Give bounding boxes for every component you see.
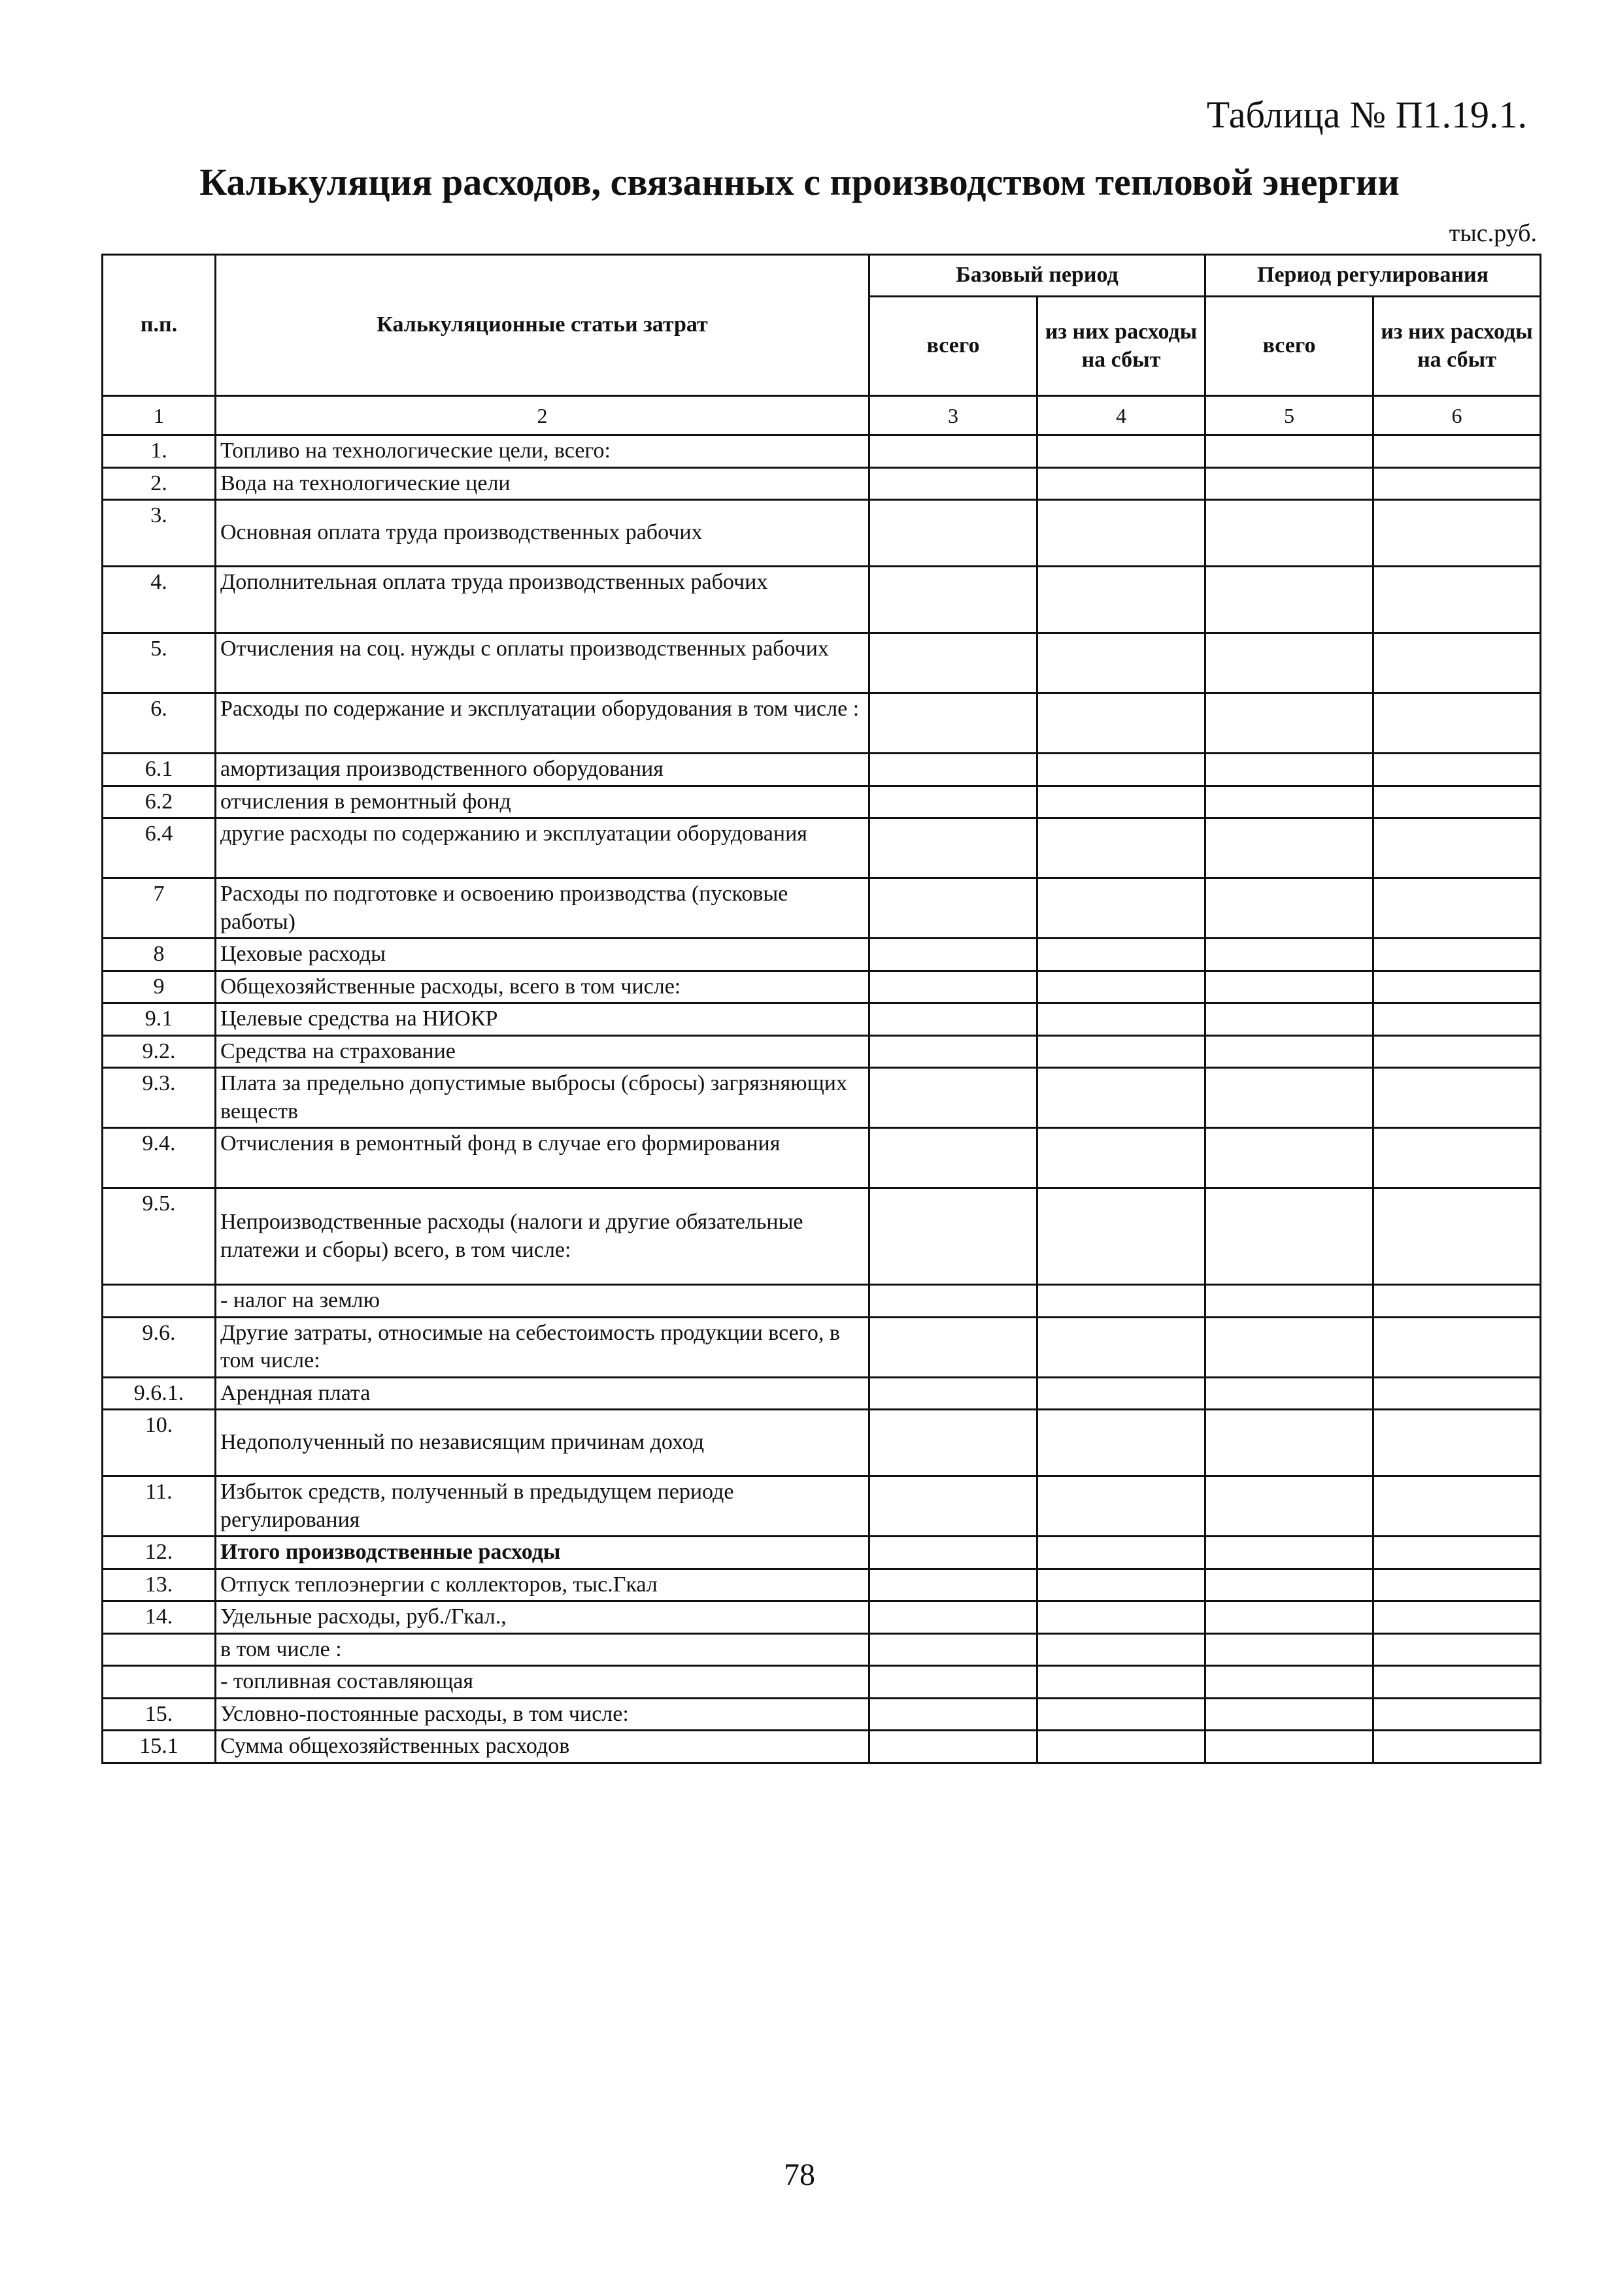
cost-item-name: Недополученный по независящим причинам доход: [216, 1410, 869, 1476]
base-total-cell: [869, 971, 1037, 1003]
row-number: 1.: [103, 435, 216, 468]
row-number: 9.5.: [103, 1188, 216, 1285]
row-number: 14.: [103, 1601, 216, 1634]
base-total-cell: [869, 878, 1037, 939]
table-row: [103, 1068, 1541, 1128]
cost-item-name: Сумма общехозяйственных расходов: [216, 1731, 869, 1763]
column-index: 5: [1205, 396, 1373, 435]
reg-sales-cell: [1373, 633, 1541, 693]
cost-item-name: Удельные расходы, руб./Гкал.,: [216, 1601, 869, 1634]
reg-total-cell: [1205, 1731, 1373, 1763]
table-row: [103, 1410, 1541, 1476]
base-sales-cell: [1037, 1188, 1205, 1285]
row-number: 9.4.: [103, 1128, 216, 1188]
base-sales-cell: [1037, 878, 1205, 939]
table-row: [103, 500, 1541, 567]
row-number: 15.: [103, 1698, 216, 1731]
reg-total-cell: [1205, 1188, 1373, 1285]
reg-sales-cell: [1373, 1537, 1541, 1569]
base-total-cell: [869, 693, 1037, 754]
reg-sales-cell: [1373, 1698, 1541, 1731]
cost-item-name: Итого производственные расходы: [216, 1537, 869, 1569]
row-number: 8: [103, 939, 216, 971]
header-regulation-period: Период регулирования: [1205, 255, 1541, 297]
reg-sales-cell: [1373, 567, 1541, 633]
table-row: [103, 1601, 1541, 1634]
base-total-cell: [869, 754, 1037, 786]
table-row: [103, 754, 1541, 786]
header-reg-total: всего: [1205, 297, 1373, 396]
table-row: [103, 1731, 1541, 1763]
reg-sales-cell: [1373, 1569, 1541, 1601]
row-number: 6.2: [103, 786, 216, 818]
table-row: [103, 633, 1541, 693]
base-total-cell: [869, 467, 1037, 500]
base-total-cell: [869, 1317, 1037, 1377]
row-number: 6.4: [103, 818, 216, 878]
table-row: [103, 567, 1541, 633]
base-sales-cell: [1037, 1003, 1205, 1036]
base-sales-cell: [1037, 1731, 1205, 1763]
row-number: 11.: [103, 1476, 216, 1537]
row-number: 9.6.: [103, 1317, 216, 1377]
row-number: 7: [103, 878, 216, 939]
row-number: 12.: [103, 1537, 216, 1569]
table-row: [103, 1188, 1541, 1285]
reg-total-cell: [1205, 1569, 1373, 1601]
reg-total-cell: [1205, 1068, 1373, 1128]
row-number: 9.1: [103, 1003, 216, 1036]
base-total-cell: [869, 1537, 1037, 1569]
base-sales-cell: [1037, 1537, 1205, 1569]
header-reg-sales: из них расходы на сбыт: [1373, 297, 1541, 396]
row-number: 10.: [103, 1410, 216, 1476]
base-total-cell: [869, 1285, 1037, 1318]
row-number: 15.1: [103, 1731, 216, 1763]
base-sales-cell: [1037, 754, 1205, 786]
reg-total-cell: [1205, 1317, 1373, 1377]
row-number: 6.1: [103, 754, 216, 786]
base-sales-cell: [1037, 435, 1205, 468]
column-index: 1: [103, 396, 216, 435]
base-total-cell: [869, 1731, 1037, 1763]
table-number: Таблица № П1.19.1.: [1206, 93, 1527, 136]
base-sales-cell: [1037, 467, 1205, 500]
base-total-cell: [869, 1410, 1037, 1476]
reg-total-cell: [1205, 1537, 1373, 1569]
header-base-sales: из них расходы на сбыт: [1037, 297, 1205, 396]
reg-total-cell: [1205, 1476, 1373, 1537]
reg-total-cell: [1205, 1666, 1373, 1699]
table-row: [103, 435, 1541, 468]
table-row: [103, 939, 1541, 971]
table-row: [103, 1377, 1541, 1410]
base-sales-cell: [1037, 1698, 1205, 1731]
table-row: [103, 467, 1541, 500]
base-sales-cell: [1037, 1569, 1205, 1601]
reg-total-cell: [1205, 939, 1373, 971]
column-index: 4: [1037, 396, 1205, 435]
column-index: 6: [1373, 396, 1541, 435]
cost-item-name: Общехозяйственные расходы, всего в том числе:: [216, 971, 869, 1003]
table-row: [103, 1569, 1541, 1601]
cost-item-name: Целевые средства на НИОКР: [216, 1003, 869, 1036]
cost-calculation-table: [101, 254, 1541, 1764]
base-sales-cell: [1037, 1476, 1205, 1537]
cost-item-name: Цеховые расходы: [216, 939, 869, 971]
base-sales-cell: [1037, 1285, 1205, 1318]
reg-total-cell: [1205, 1003, 1373, 1036]
reg-total-cell: [1205, 754, 1373, 786]
cost-item-name: Плата за предельно допустимые выбросы (сбросы) загрязняющих веществ: [216, 1068, 869, 1128]
cost-item-name: Основная оплата труда производственных рабочих: [216, 500, 869, 567]
row-number: 9.2.: [103, 1035, 216, 1068]
table-row: [103, 1285, 1541, 1318]
table-row: [103, 1537, 1541, 1569]
base-sales-cell: [1037, 1377, 1205, 1410]
cost-item-name: Непроизводственные расходы (налоги и другие обязательные платежи и сборы) всего, в том числе:: [216, 1188, 869, 1285]
document-title: Калькуляция расходов, связанных с производством тепловой энергии: [199, 161, 1400, 203]
base-sales-cell: [1037, 500, 1205, 567]
reg-total-cell: [1205, 500, 1373, 567]
base-total-cell: [869, 786, 1037, 818]
cost-item-name: Расходы по подготовке и освоению производства (пусковые работы): [216, 878, 869, 939]
reg-sales-cell: [1373, 1633, 1541, 1666]
base-sales-cell: [1037, 1128, 1205, 1188]
table-row: [103, 878, 1541, 939]
reg-total-cell: [1205, 567, 1373, 633]
table-row: [103, 693, 1541, 754]
reg-total-cell: [1205, 1698, 1373, 1731]
cost-item-name: - налог на землю: [216, 1285, 869, 1318]
cost-item-name: Средства на страхование: [216, 1035, 869, 1068]
base-total-cell: [869, 1003, 1037, 1036]
cost-item-name: Другие затраты, относимые на себестоимость продукции всего, в том числе:: [216, 1317, 869, 1377]
base-total-cell: [869, 500, 1037, 567]
base-total-cell: [869, 1128, 1037, 1188]
reg-total-cell: [1205, 1128, 1373, 1188]
base-sales-cell: [1037, 1633, 1205, 1666]
row-number: [103, 1666, 216, 1699]
base-total-cell: [869, 818, 1037, 878]
reg-sales-cell: [1373, 1317, 1541, 1377]
base-total-cell: [869, 1666, 1037, 1699]
base-total-cell: [869, 633, 1037, 693]
cost-item-name: Расходы по содержание и эксплуатации оборудования в том числе :: [216, 693, 869, 754]
cost-item-name: Отчисления на соц. нужды с оплаты производственных рабочих: [216, 633, 869, 693]
table-row: [103, 818, 1541, 878]
base-total-cell: [869, 1188, 1037, 1285]
cost-item-name: - топливная составляющая: [216, 1666, 869, 1699]
base-sales-cell: [1037, 1601, 1205, 1634]
base-sales-cell: [1037, 1666, 1205, 1699]
base-total-cell: [869, 939, 1037, 971]
reg-total-cell: [1205, 467, 1373, 500]
base-total-cell: [869, 1698, 1037, 1731]
header-pp: п.п.: [103, 255, 216, 396]
base-sales-cell: [1037, 1068, 1205, 1128]
reg-total-cell: [1205, 878, 1373, 939]
reg-sales-cell: [1373, 693, 1541, 754]
reg-sales-cell: [1373, 1410, 1541, 1476]
cost-item-name: Дополнительная оплата труда производственных рабочих: [216, 567, 869, 633]
table-row: [103, 1128, 1541, 1188]
base-total-cell: [869, 1068, 1037, 1128]
reg-sales-cell: [1373, 435, 1541, 468]
reg-sales-cell: [1373, 1666, 1541, 1699]
header-cost-items: Калькуляционные статьи затрат: [216, 255, 869, 396]
base-total-cell: [869, 1476, 1037, 1537]
reg-total-cell: [1205, 1285, 1373, 1318]
base-sales-cell: [1037, 818, 1205, 878]
units-label: тыс.руб.: [1449, 220, 1537, 247]
reg-sales-cell: [1373, 754, 1541, 786]
base-sales-cell: [1037, 633, 1205, 693]
reg-sales-cell: [1373, 500, 1541, 567]
table-row: [103, 1003, 1541, 1036]
reg-total-cell: [1205, 435, 1373, 468]
cost-item-name: другие расходы по содержанию и эксплуатации оборудования: [216, 818, 869, 878]
table-row: [103, 786, 1541, 818]
base-sales-cell: [1037, 1317, 1205, 1377]
base-total-cell: [869, 1377, 1037, 1410]
reg-sales-cell: [1373, 786, 1541, 818]
row-number: [103, 1633, 216, 1666]
base-sales-cell: [1037, 567, 1205, 633]
reg-total-cell: [1205, 1410, 1373, 1476]
cost-item-name: отчисления в ремонтный фонд: [216, 786, 869, 818]
reg-total-cell: [1205, 633, 1373, 693]
base-sales-cell: [1037, 939, 1205, 971]
base-total-cell: [869, 1633, 1037, 1666]
reg-sales-cell: [1373, 1188, 1541, 1285]
row-number: 9.6.1.: [103, 1377, 216, 1410]
cost-item-name: Вода на технологические цели: [216, 467, 869, 500]
table-row: [103, 1476, 1541, 1537]
reg-total-cell: [1205, 1377, 1373, 1410]
reg-total-cell: [1205, 693, 1373, 754]
base-total-cell: [869, 567, 1037, 633]
header-base-total: всего: [869, 297, 1037, 396]
cost-item-name: Избыток средств, полученный в предыдущем периоде регулирования: [216, 1476, 869, 1537]
cost-item-name: Условно-постоянные расходы, в том числе:: [216, 1698, 869, 1731]
column-index: 3: [869, 396, 1037, 435]
reg-sales-cell: [1373, 1601, 1541, 1634]
reg-sales-cell: [1373, 818, 1541, 878]
reg-sales-cell: [1373, 467, 1541, 500]
row-number: 3.: [103, 500, 216, 567]
reg-sales-cell: [1373, 1285, 1541, 1318]
cost-item-name: Отчисления в ремонтный фонд в случае его формирования: [216, 1128, 869, 1188]
table-body: [103, 435, 1541, 1763]
reg-sales-cell: [1373, 1128, 1541, 1188]
reg-sales-cell: [1373, 1731, 1541, 1763]
reg-total-cell: [1205, 786, 1373, 818]
base-total-cell: [869, 435, 1037, 468]
row-number: 9.3.: [103, 1068, 216, 1128]
row-number: 4.: [103, 567, 216, 633]
base-sales-cell: [1037, 1410, 1205, 1476]
reg-sales-cell: [1373, 1003, 1541, 1036]
table-row: [103, 1633, 1541, 1666]
row-number: 6.: [103, 693, 216, 754]
reg-sales-cell: [1373, 1377, 1541, 1410]
table-row: [103, 1317, 1541, 1377]
reg-sales-cell: [1373, 878, 1541, 939]
header-base-period: Базовый период: [869, 255, 1205, 297]
cost-item-name: амортизация производственного оборудования: [216, 754, 869, 786]
table-row: [103, 1666, 1541, 1699]
row-number: 13.: [103, 1569, 216, 1601]
cost-item-name: Топливо на технологические цели, всего:: [216, 435, 869, 468]
reg-sales-cell: [1373, 1035, 1541, 1068]
base-sales-cell: [1037, 971, 1205, 1003]
table-row: [103, 1035, 1541, 1068]
row-number: 5.: [103, 633, 216, 693]
cost-item-name: в том числе :: [216, 1633, 869, 1666]
base-sales-cell: [1037, 1035, 1205, 1068]
page-number: 78: [784, 2157, 815, 2192]
base-total-cell: [869, 1569, 1037, 1601]
reg-sales-cell: [1373, 971, 1541, 1003]
table-row: [103, 971, 1541, 1003]
reg-total-cell: [1205, 1633, 1373, 1666]
base-total-cell: [869, 1601, 1037, 1634]
column-index: 2: [216, 396, 869, 435]
reg-sales-cell: [1373, 939, 1541, 971]
reg-total-cell: [1205, 1035, 1373, 1068]
reg-total-cell: [1205, 1601, 1373, 1634]
reg-sales-cell: [1373, 1476, 1541, 1537]
reg-total-cell: [1205, 971, 1373, 1003]
reg-total-cell: [1205, 818, 1373, 878]
reg-sales-cell: [1373, 1068, 1541, 1128]
row-number: [103, 1285, 216, 1318]
base-sales-cell: [1037, 693, 1205, 754]
table-row: [103, 1698, 1541, 1731]
base-sales-cell: [1037, 786, 1205, 818]
base-total-cell: [869, 1035, 1037, 1068]
cost-item-name: Отпуск теплоэнергии с коллекторов, тыс.Гкал: [216, 1569, 869, 1601]
row-number: 2.: [103, 467, 216, 500]
cost-item-name: Арендная плата: [216, 1377, 869, 1410]
row-number: 9: [103, 971, 216, 1003]
